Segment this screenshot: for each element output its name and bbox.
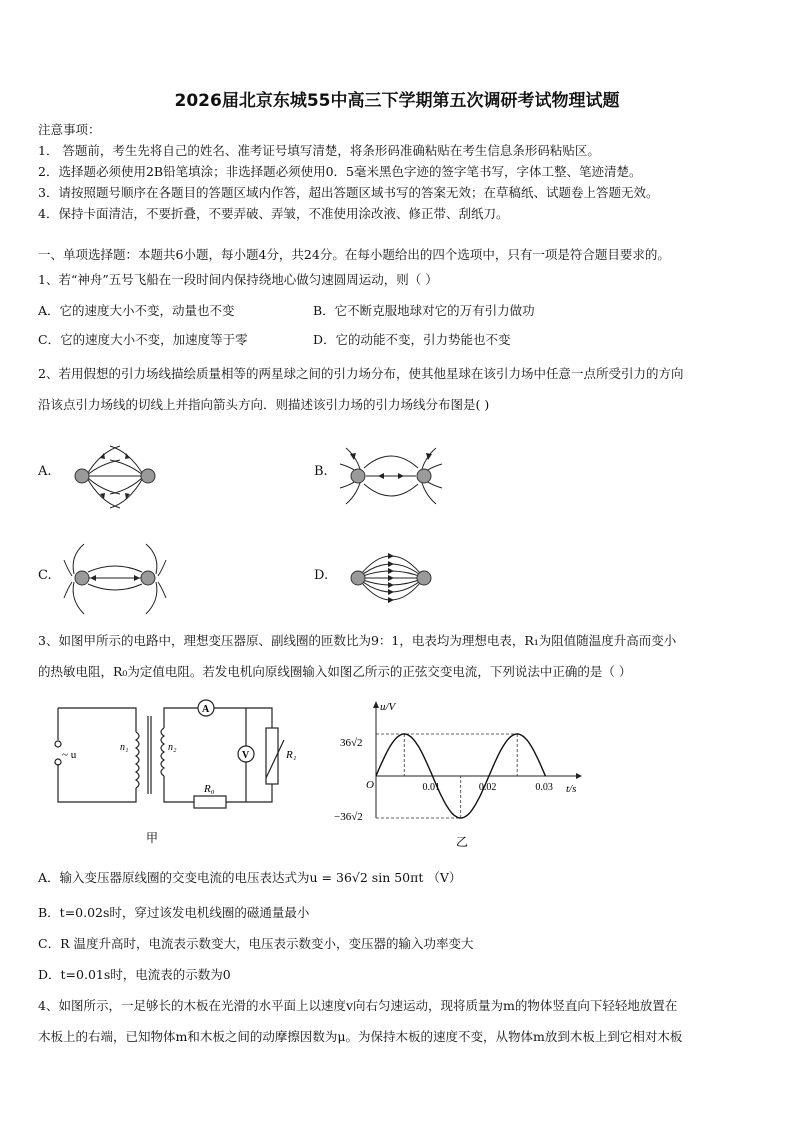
chart-xlabel: t/s xyxy=(566,783,577,795)
q2-field-diagram-a xyxy=(60,438,170,518)
q3-option-d: D．t=0.01s时，电流表的示数为0 xyxy=(38,967,231,982)
q2-stem-line2: 沿该点引力场线的切线上并指向箭头方向．则描述该引力场的引力场线分布图是( ) xyxy=(38,397,490,412)
chart-ylabel: u/V xyxy=(380,701,396,713)
q1-stem: 1、若“神舟”五号飞船在一段时间内保持绕地心做匀速圆周运动，则（ ） xyxy=(38,272,438,287)
notice-item: 1． 答题前，考生先将自己的姓名、准考证号填写清楚，将条形码准确粘贴在考生信息条形码粘贴区。 xyxy=(38,143,600,158)
ytick-label-top: 36√2 xyxy=(340,737,363,749)
ammeter-label: A xyxy=(202,704,210,715)
q2-label-a: A. xyxy=(38,464,52,479)
xtick-label: 0.01 xyxy=(422,782,440,793)
q2-field-diagram-d xyxy=(336,540,446,620)
q3-stem-line1: 3、如图甲所示的电路中，理想变压器原、副线圈的匝数比为9：1，电表均为理想电表，R₁为阻值随温度升高而变小 xyxy=(38,633,677,648)
circuit-source-label: ~ u xyxy=(62,749,77,761)
q4-stem-line2: 木板上的右端，已知物体m和木板之间的动摩擦因数为μ。为保持木板的速度不变，从物体m放到木板上到它相对木板 xyxy=(38,1029,683,1044)
circuit-n2-label: n₂ xyxy=(168,742,177,753)
q2-stem-line1: 2、若用假想的引力场线描绘质量相等的两星球之间的引力场分布，使其他星球在该引力场中任意一点所受引力的方向 xyxy=(38,366,684,381)
voltmeter-label: V xyxy=(242,750,250,761)
q3-option-c: C．R 温度升高时，电流表示数变大，电压表示数变小，变压器的输入功率变大 xyxy=(38,936,474,951)
q1-option-a: A．它的速度大小不变，动量也不变 xyxy=(38,303,235,318)
q3-option-a: A．输入变压器原线圈的交变电流的电压表达式为u = 36√2 sin 50πt （V） xyxy=(38,870,462,885)
notice-item: 2．选择题必须使用2B铅笔填涂；非选择题必须使用0．5毫米黑色字迹的签字笔书写，字体工整、笔迹清楚。 xyxy=(38,164,642,179)
q1-option-c: C．它的速度大小不变，加速度等于零 xyxy=(38,332,248,347)
circuit-n1-label: n₁ xyxy=(120,742,129,753)
r1-label: R₁ xyxy=(286,749,297,761)
x-axis-arrow-icon xyxy=(576,773,582,779)
notice-heading: 注意事项： xyxy=(38,122,101,137)
q3-circuit-diagram xyxy=(40,698,310,848)
q2-label-d: D. xyxy=(314,568,329,583)
notice-item: 4．保持卡面清洁，不要折叠，不要弄破、弄皱，不准使用涂改液、修正带、刮纸刀。 xyxy=(38,206,509,221)
page-title: 2026届北京东城55中高三下学期第五次调研考试物理试题 xyxy=(174,91,620,111)
y-axis-arrow-icon xyxy=(373,701,379,708)
q1-option-d: D．它的动能不变，引力势能也不变 xyxy=(313,332,511,347)
figure-jia-caption: 甲 xyxy=(146,831,159,845)
q3-stem-line2: 的热敏电阻，R₀为定值电阻。若发电机向原线圈输入如图乙所示的正弦交变电流，下列说法中正确的是（ ） xyxy=(38,664,632,679)
q3-voltage-chart xyxy=(328,696,590,852)
figure-yi-caption: 乙 xyxy=(456,835,469,849)
q4-stem-line1: 4、如图所示，一足够长的木板在光滑的水平面上以速度v向右匀速运动，现将质量为m的物体竖直向下轻轻地放置在 xyxy=(38,998,678,1013)
q1-option-b: B．它不断克服地球对它的万有引力做功 xyxy=(313,303,535,318)
section-heading: 一、单项选择题：本题共6小题，每小题4分，共24分。在每小题给出的四个选项中，只有一项是符合题目要求的。 xyxy=(38,247,670,262)
notice-item: 3．请按照题号顺序在各题目的答题区域内作答，超出答题区域书写的答案无效；在草稿纸、试题卷上答题无效。 xyxy=(38,185,659,200)
chart-origin-label: O xyxy=(366,779,374,791)
ytick-label-bottom: −36√2 xyxy=(334,811,363,823)
xtick-label: 0.03 xyxy=(535,782,553,793)
q3-option-b: B．t=0.02s时，穿过该发电机线圈的磁通量最小 xyxy=(38,905,310,920)
q2-field-diagram-b xyxy=(336,438,446,518)
q2-field-diagram-c xyxy=(60,540,170,620)
q2-label-b: B. xyxy=(314,464,328,479)
q2-label-c: C. xyxy=(38,568,52,583)
xtick-label: 0.02 xyxy=(478,782,497,793)
r0-label: R₀ xyxy=(204,783,215,795)
